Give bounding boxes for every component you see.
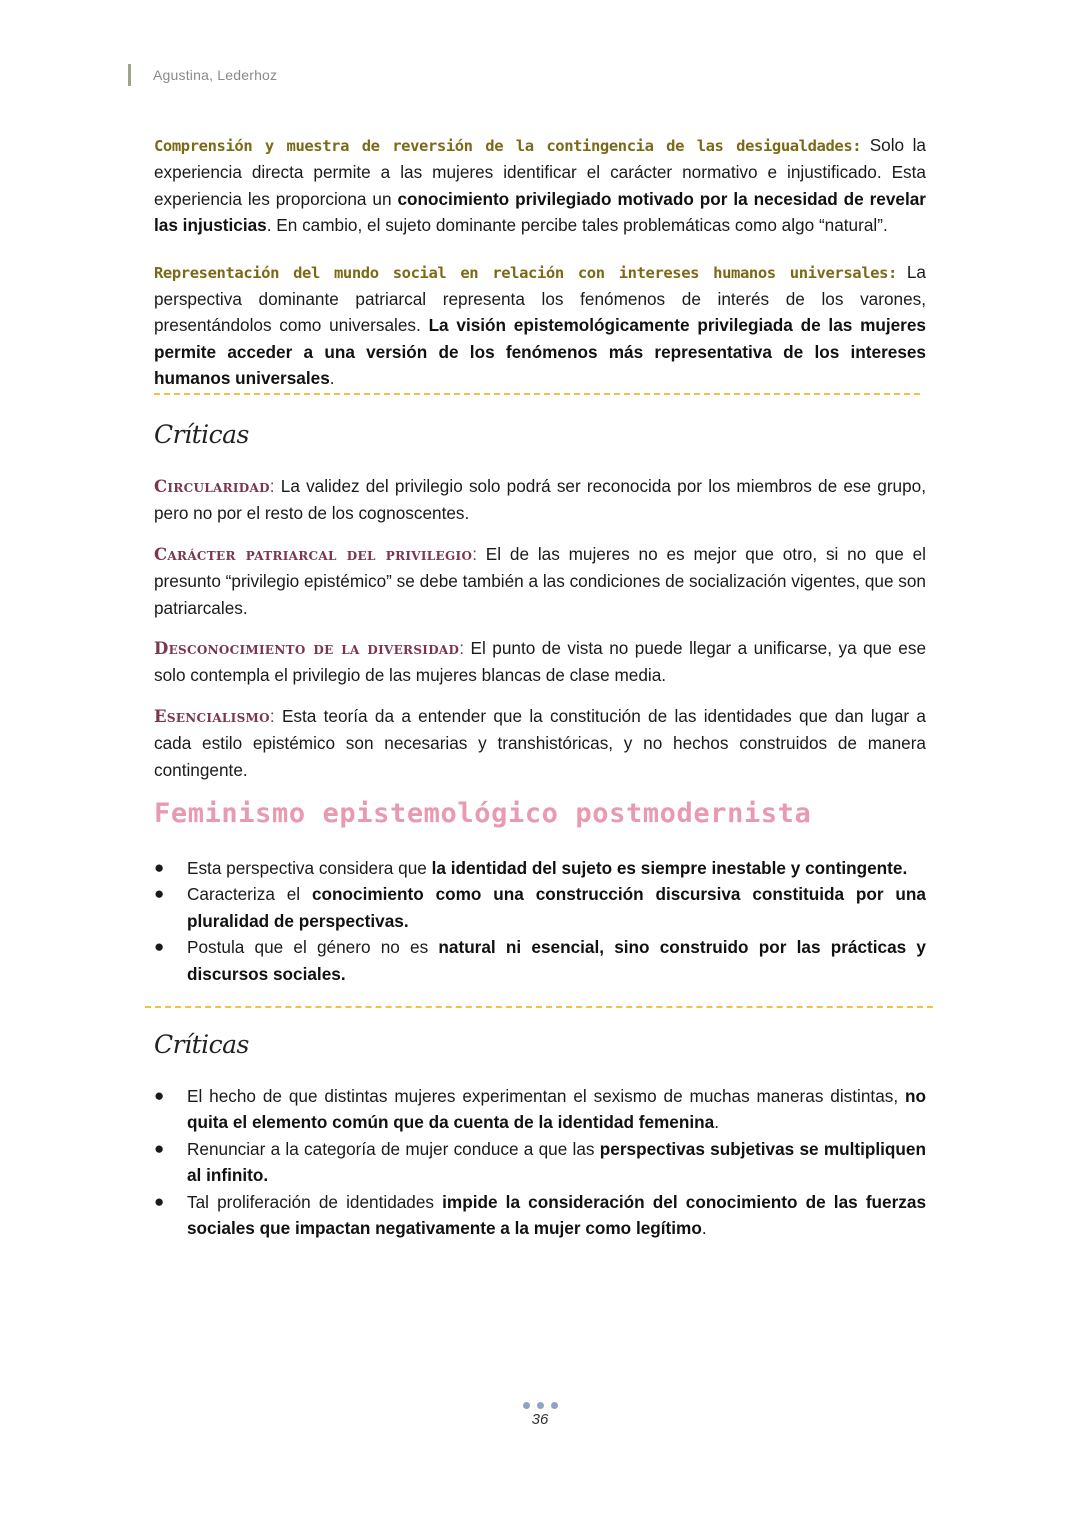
page-number: 36: [531, 1411, 549, 1428]
page-footer: [0, 1402, 1080, 1428]
author-name: Agustina, Lederhoz: [153, 67, 278, 83]
section-divider: [145, 1006, 933, 1008]
list-item: ● Esta perspectiva considera que la identidad del sujeto es siempre inestable y contingente.: [154, 858, 908, 878]
list-item: ● Renunciar a la categoría de mujer conduce a que las perspectivas subjetivas se multipliquen al infinito.: [154, 1138, 926, 1186]
header-accent-bar: [128, 64, 131, 86]
page-header: [128, 64, 277, 86]
heading-representacion: Representación del mundo social en relación con intereses humanos universales:: [154, 263, 897, 282]
section-divider: [154, 393, 920, 395]
criticas-title: Críticas: [154, 420, 249, 449]
critica-caracter-patriarcal: Carácter patriarcal del privilegio: El de las mujeres no es mejor que otro, si no que el presunto “privilegio epistémico” se debe también a las condiciones de socialización vigentes, que son patriarcales.: [154, 543, 926, 618]
critica-circularidad: Circularidad: La validez del privilegio solo podrá ser reconocida por los miembros de ese grupo, pero no por el resto de los cognoscentes.: [154, 476, 926, 524]
paragraph-representacion: Representación del mundo social en relación con intereses humanos universales: La perspectiva dominante patriarcal representa los fenómenos de interés de los varones, presentándolos como universales. La visión epistemológicamente privilegiada de las mujeres permite acceder a una versión de los fenómenos más representativa de los intereses humanos universales.: [154, 261, 926, 389]
postmodern-bullets: [154, 855, 926, 987]
list-item: ● Postula que el género no es natural ni esencial, sino construido por las prácticas y discursos sociales.: [154, 937, 926, 984]
heading-comprension: Comprensión y muestra de reversión de la contingencia de las desigualdades:: [154, 137, 862, 155]
critica-esencialismo: Esencialismo: Esta teoría da a entender que la constitución de las identidades que dan lugar a cada estilo epistémico son necesarias y transhistóricas, y no hechos construidos de manera contingente.: [154, 705, 926, 780]
critica-desconocimiento: Desconocimiento de la diversidad: El punto de vista no puede llegar a unificarse, ya que ese solo contempla el privilegio de las mujeres blancas de clase media.: [154, 638, 927, 686]
paragraph-comprension: Comprensión y muestra de reversión de la contingencia de las desigualdades: Solo la experiencia directa permite a las mujeres identificar el carácter normativo e injustificado. Esta experiencia les proporciona un conocimiento privilegiado motivado por la necesidad de revelar las injusticias. En cambio, el sujeto dominante percibe tales problemáticas como algo “natural”.: [154, 135, 926, 236]
list-item: ● Caracteriza el conocimiento como una construcción discursiva constituida por una pluralidad de perspectivas.: [154, 884, 926, 931]
criticas-bullets: [154, 1083, 926, 1241]
criticas-title-2: Críticas: [154, 1030, 249, 1059]
list-item: ● El hecho de que distintas mujeres experimentan el sexismo de muchas maneras distintas, no quita el elemento común que da cuenta de la identidad femenina.: [154, 1086, 926, 1133]
criticas-list: [154, 473, 926, 783]
ellipsis-dots-icon: [0, 1402, 1080, 1409]
list-item: ● Tal proliferación de identidades impide la consideración del conocimiento de las fuerzas sociales que impactan negativamente a la mujer como legítimo.: [154, 1191, 927, 1239]
section-title-postmodernista: Feminismo epistemológico postmodernista: [154, 798, 812, 829]
block-standpoint-tenets: [154, 132, 926, 392]
